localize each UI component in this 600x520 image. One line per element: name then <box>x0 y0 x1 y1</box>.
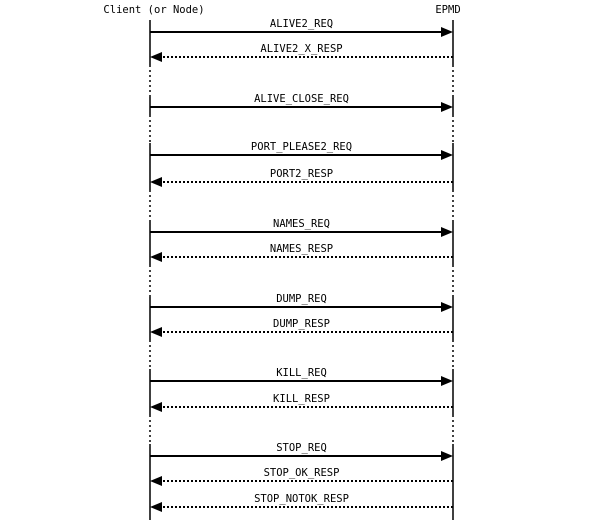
message-label-dump_resp: DUMP_RESP <box>273 318 330 330</box>
message-label-stop_req: STOP_REQ <box>276 442 327 454</box>
arrowhead-left-icon <box>150 52 162 62</box>
participant-label-client: Client (or Node) <box>103 4 205 16</box>
message-label-names_resp: NAMES_RESP <box>269 243 334 255</box>
message-label-stop_notok_resp: STOP_NOTOK_RESP <box>254 493 349 505</box>
arrowhead-right-icon <box>441 376 453 386</box>
participant-label-epmd: EPMD <box>435 4 461 16</box>
arrowhead-left-icon <box>150 252 162 262</box>
message-label-alive2_req: ALIVE2_REQ <box>269 18 334 30</box>
message-label-dump_req: DUMP_REQ <box>276 293 327 305</box>
arrowhead-left-icon <box>150 502 162 512</box>
arrowhead-right-icon <box>441 150 453 160</box>
message-label-names_req: NAMES_REQ <box>273 218 330 230</box>
arrowhead-right-icon <box>441 227 453 237</box>
arrowhead-right-icon <box>441 102 453 112</box>
arrowhead-right-icon <box>441 302 453 312</box>
message-label-port2_resp: PORT2_RESP <box>269 168 334 180</box>
message-label-stop_ok_resp: STOP_OK_RESP <box>263 467 340 479</box>
message-label-kill_resp: KILL_RESP <box>273 393 330 405</box>
arrowhead-left-icon <box>150 177 162 187</box>
arrowhead-left-icon <box>150 476 162 486</box>
message-label-port_please2_req: PORT_PLEASE2_REQ <box>250 141 353 153</box>
arrowhead-right-icon <box>441 451 453 461</box>
message-label-alive_close_req: ALIVE_CLOSE_REQ <box>254 93 349 105</box>
arrowhead-right-icon <box>441 27 453 37</box>
message-label-alive2_x_resp: ALIVE2_X_RESP <box>260 43 343 55</box>
arrowhead-left-icon <box>150 327 162 337</box>
message-label-kill_req: KILL_REQ <box>276 367 327 379</box>
arrowhead-left-icon <box>150 402 162 412</box>
